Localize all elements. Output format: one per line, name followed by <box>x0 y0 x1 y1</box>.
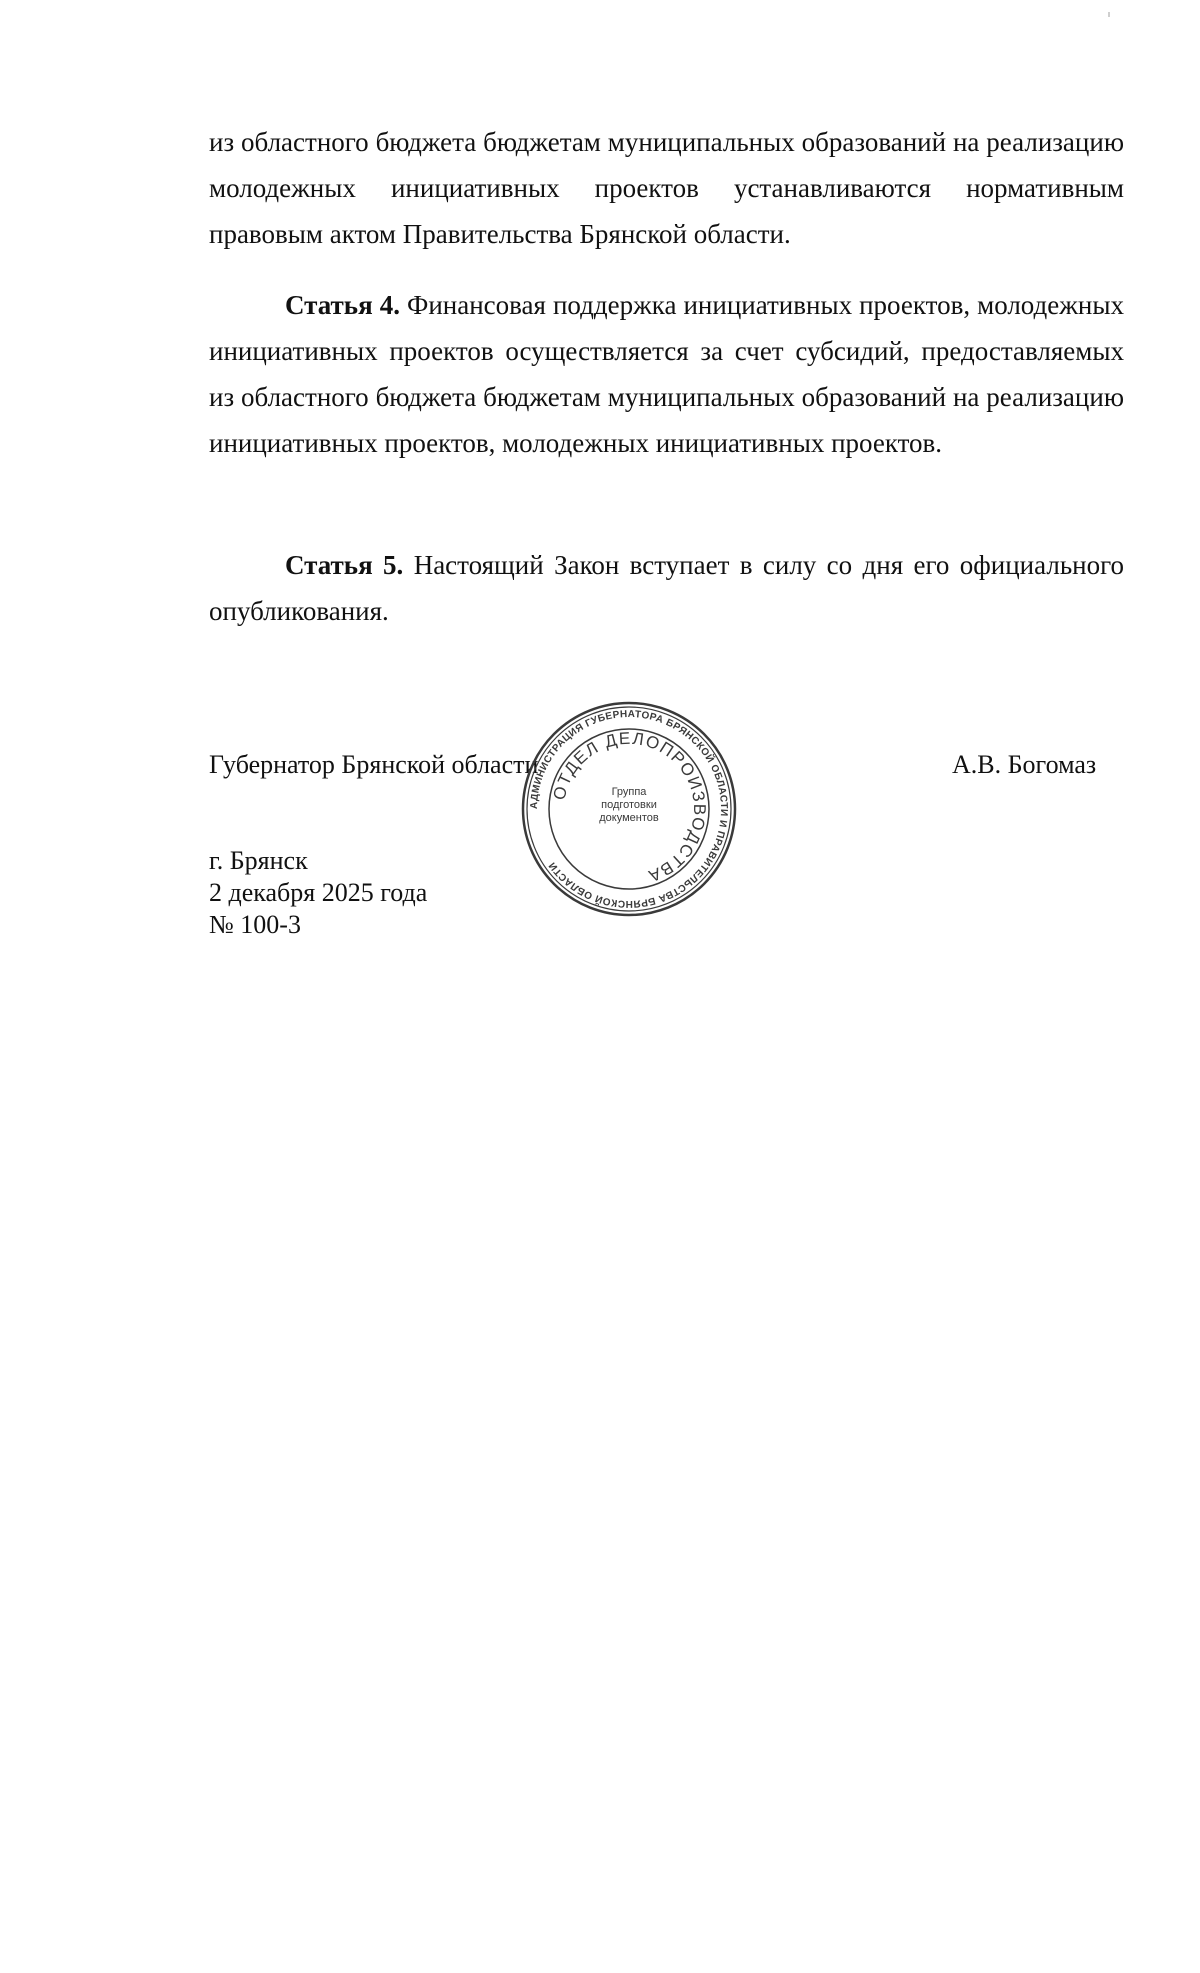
article-4-text: Финансовая поддержка инициативных проектов, молодежных инициативных проектов осуществляется за счет субсидий, предоставляемых из областного бюджета бюджетам муниципальных образований на реализацию инициативных проектов, молодежных инициативных проектов. <box>209 290 1124 458</box>
scan-artifact <box>1108 12 1110 17</box>
official-seal <box>520 700 738 918</box>
seal-inner-text: ОТДЕЛ ДЕЛОПРОИЗВОДСТВА <box>549 728 710 887</box>
article-5 <box>209 542 1124 634</box>
signatory-name: А.В. Богомаз <box>952 750 1097 779</box>
law-number: № 100-3 <box>209 910 301 939</box>
seal-center-text: Группа подготовки документов <box>599 786 659 824</box>
article-4-heading: Статья 4. <box>285 290 400 320</box>
date: 2 декабря 2025 года <box>209 878 428 907</box>
article-5-text: Настоящий Закон вступает в силу со дня его официального опубликования. <box>209 550 1124 626</box>
seal-graphic <box>520 700 738 918</box>
paragraph-continuation: из областного бюджета бюджетам муниципальных образований на реализацию молодежных инициативных проектов устанавливаются нормативным правовым актом Правительства Брянской области. <box>209 127 1124 249</box>
place: г. Брянск <box>209 846 308 875</box>
article-5-heading: Статья 5. <box>285 550 404 580</box>
article-4 <box>209 282 1124 466</box>
seal-outer-text: АДМИНИСТРАЦИЯ ГУБЕРНАТОРА БРЯНСКОЙ ОБЛАСТИ И ПРАВИТЕЛЬСТВА БРЯНСКОЙ ОБЛАСТИ <box>528 708 730 910</box>
signature-position: Губернатор Брянской области <box>209 750 539 779</box>
place-date-block <box>209 845 427 941</box>
